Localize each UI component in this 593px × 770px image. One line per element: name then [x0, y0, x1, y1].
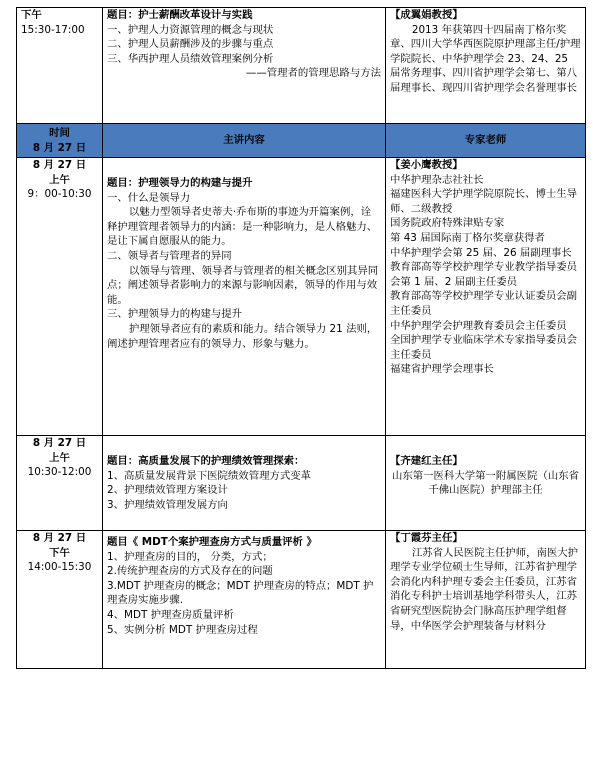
content-item: 1、护理查房的目的， 分类，方式； — [107, 550, 273, 563]
time-cell — [17, 531, 103, 669]
expert-line: 教育部高等学校护理学专业认证委员会副主任委员 — [390, 290, 578, 317]
expert-line: 福建省护理学会理事长 — [390, 363, 494, 376]
header-time — [17, 124, 103, 158]
content-cell — [103, 158, 386, 436]
content-paragraph: 护理领导者应有的素质和能力。结合领导力 21 法则，阐述护理管理者应有的领导力、形象与魅力。 — [107, 322, 378, 350]
expert-line: 国务院政府特殊津贴专家 — [390, 217, 505, 230]
time-range: 15:30-17:00 — [21, 23, 85, 36]
content-item: 一、护理人力资源管理的概念与现状 — [107, 23, 274, 36]
session-date: 8 月 27 日 — [32, 532, 87, 544]
expert-line: 教育部高等学校护理学专业教学指导委员会第 1 届、2 届副主任委员 — [390, 261, 578, 288]
table-header-row — [17, 124, 586, 158]
expert-cell — [386, 8, 586, 124]
topic-title: 题目《 MDT个案护理查房方式与质量评析 》 — [107, 536, 317, 548]
expert-line: 全国护理学专业临床学术专家指导委员会主任委员 — [390, 334, 578, 361]
time-cell — [17, 436, 103, 531]
topic-title: 题目：护理领导力的构建与提升 — [107, 177, 253, 189]
session-row-previous — [17, 8, 586, 124]
session-time-range: 10:30-12:00 — [27, 466, 92, 479]
expert-name: 【成翼娟教授】 — [390, 9, 463, 21]
content-item: 5、实例分析 MDT 护理查房过程 — [107, 623, 258, 636]
content-subtitle: ——管理者的管理思路与方法 — [245, 67, 381, 80]
time-cell — [17, 8, 103, 124]
expert-bio: 江苏省人民医院主任护师，南医大护理学专业学位硕士生导师，江苏省护理学会消化内科护理专委会主任委员，江苏省消化专科护士培训基地学科带头人，江苏省研究型医院协会门脉高压护理学组督导，中华医学会护理装备与材料分 — [390, 546, 579, 632]
header-time-label: 时间 — [49, 126, 70, 139]
content-item: 一、什么是领导力 — [107, 191, 191, 204]
expert-bio: 山东第一医科大学第一附属医院（山东省千佛山医院）护理部主任 — [391, 469, 580, 497]
content-cell — [103, 436, 386, 531]
content-item: 三、护理领导力的构建与提升 — [107, 308, 243, 321]
expert-cell — [386, 158, 586, 436]
topic-title: 题目：护士薪酬改革设计与实践 — [107, 9, 253, 21]
expert-line: 福建医科大学护理学院原院长、博士生导师、二级教授 — [390, 188, 578, 215]
expert-cell — [386, 436, 586, 531]
expert-name: 【姜小鹰教授】 — [390, 159, 463, 171]
expert-line: 中华护理杂志社社长 — [390, 173, 484, 186]
content-paragraph: 以魅力型领导者史蒂夫·乔布斯的事迹为开篇案例，诠释护理管理者领导力的内涵：是一种影响力，是人格魅力、是让下属自愿服从的能力。 — [107, 206, 378, 248]
schedule-table — [16, 7, 586, 669]
topic-title: 题目：高质量发展下的护理绩效管理探索： — [107, 455, 305, 467]
content-item: 三、华西护理人员绩效管理案例分析 — [107, 52, 274, 65]
content-cell — [103, 531, 386, 669]
expert-line: 第 43 届国际南丁格尔奖章获得者 — [390, 231, 545, 244]
session-time-range: 9：00-10:30 — [27, 188, 92, 201]
header-date-label: 8 月 27 日 — [32, 141, 87, 154]
expert-name: 【丁霞芬主任】 — [390, 532, 463, 544]
content-item: 二、护理人员薪酬涉及的步骤与重点 — [107, 38, 274, 51]
session-row-leadership — [17, 158, 586, 436]
content-item: 二、领导者与管理者的异同 — [107, 249, 232, 262]
expert-line: 中华护理学会第 25 届、26 届副理事长 — [390, 246, 572, 259]
session-period: 上午 — [49, 451, 70, 464]
content-paragraph: 以领导与管理、领导者与管理者的相关概念区别其异同点；阐述领导者影响力的来源与影响因素，领导的作用与效能。 — [107, 264, 379, 306]
session-time-range: 14:00-15:30 — [27, 561, 92, 574]
content-item: 2.传统护理查房的方式及存在的问题 — [107, 565, 273, 578]
expert-bio: 2013 年获第四十四届南丁格尔奖章、四川大学华西医院原护理部主任/护理学院院长、中华护理学会 23、24、25 届常务理事、四川省护理学会第七、第八届理事长、现四川省护理学会名誉理事长 — [390, 23, 581, 94]
time-period: 下午 — [21, 9, 42, 21]
session-period: 上午 — [49, 173, 70, 186]
content-item: 4、MDT 护理查房质量评析 — [107, 608, 234, 621]
content-item: 2、护理绩效管理方案设计 — [107, 484, 228, 497]
content-item: 3、护理绩效管理发展方向 — [107, 498, 228, 511]
header-content: 主讲内容 — [103, 124, 386, 158]
content-item: 1、高质量发展背景下医院绩效管理方式变革 — [107, 469, 312, 482]
content-cell — [103, 8, 386, 124]
session-row-performance — [17, 436, 586, 531]
expert-line: 中华护理学会护理教育委员会主任委员 — [390, 319, 567, 332]
expert-cell — [386, 531, 586, 669]
expert-name: 【齐建红主任】 — [390, 455, 463, 467]
session-date: 8 月 27 日 — [32, 159, 87, 171]
session-period: 下午 — [49, 546, 70, 559]
time-cell — [17, 158, 103, 436]
session-date: 8 月 27 日 — [32, 437, 87, 449]
session-row-mdt — [17, 531, 586, 669]
content-item: 3.MDT 护理查房的概念；MDT 护理查房的特点；MDT 护理查房实施步骤. — [107, 579, 374, 607]
header-expert: 专家老师 — [386, 124, 586, 158]
